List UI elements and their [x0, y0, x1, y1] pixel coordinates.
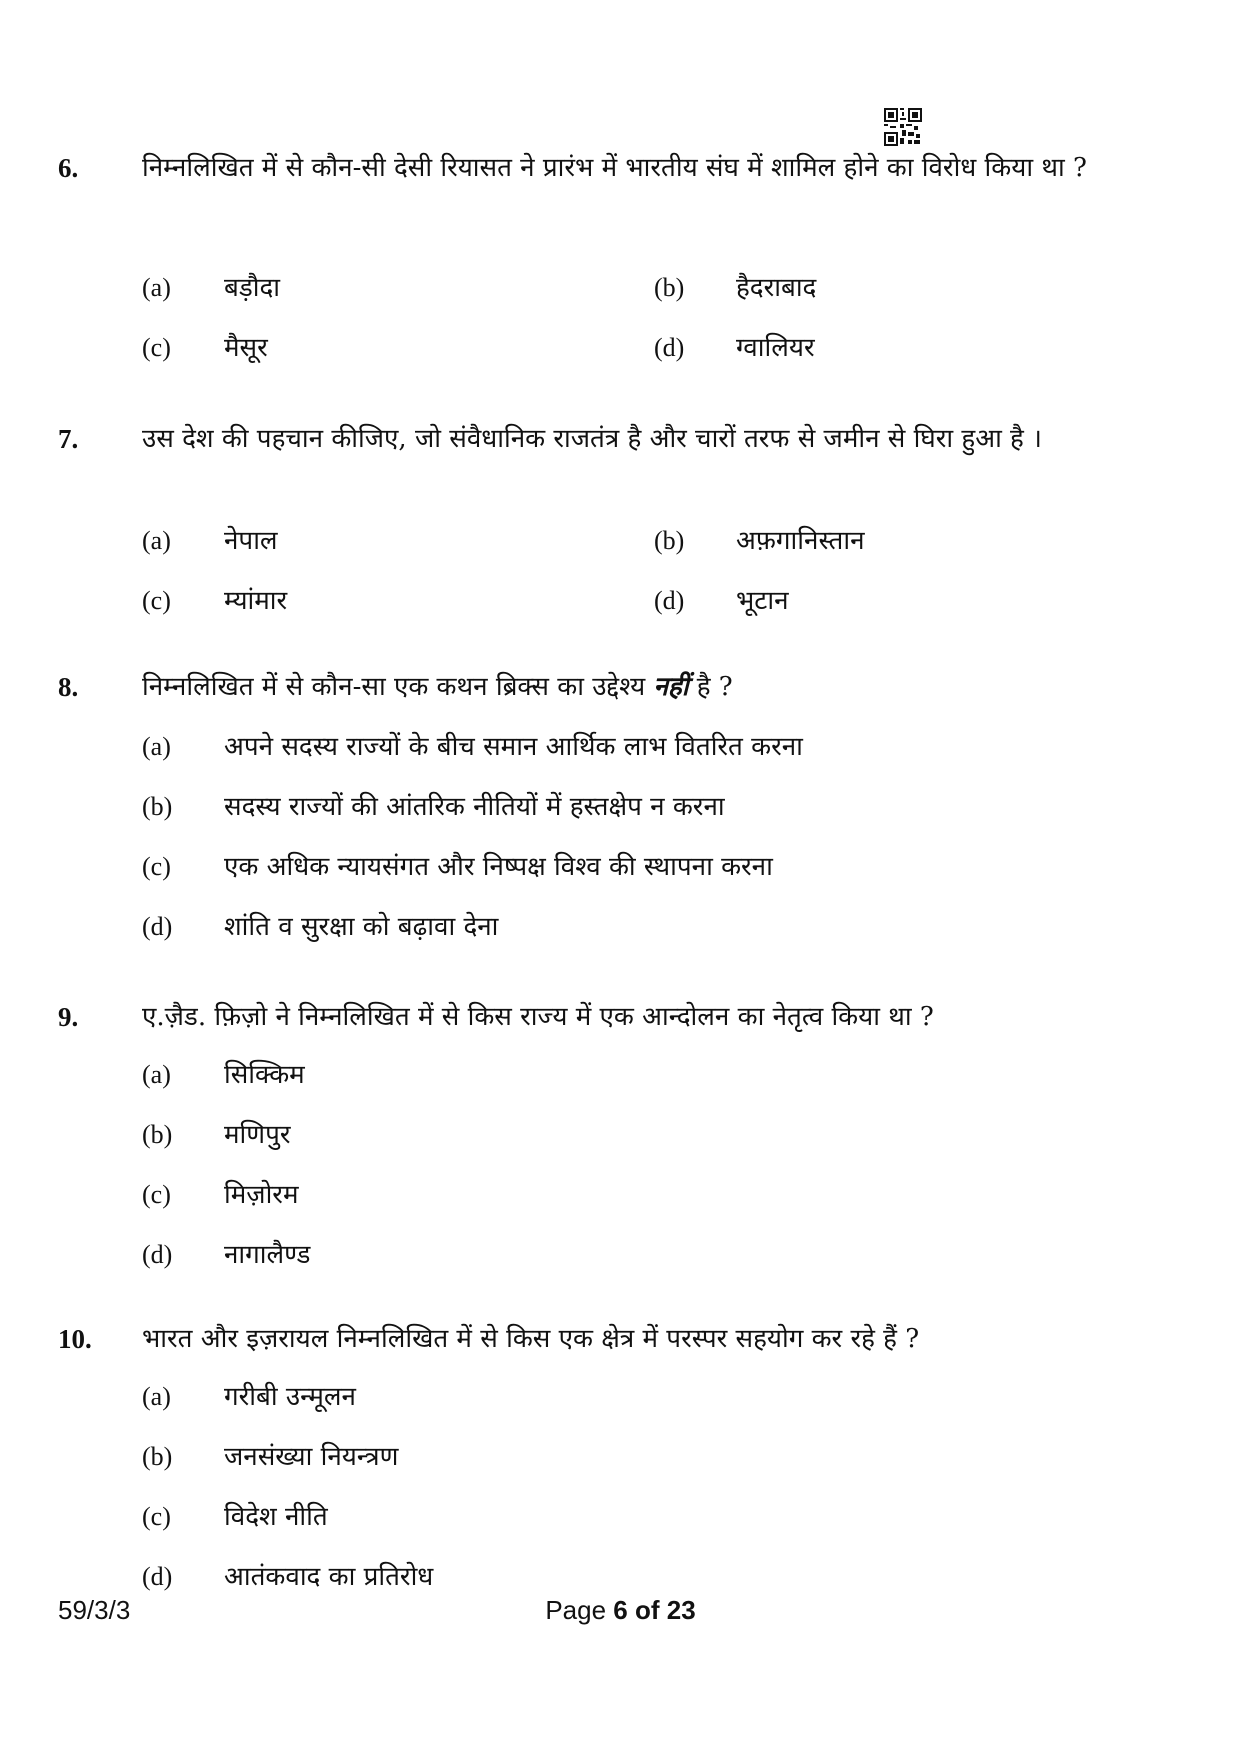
- question-text: ए.ज़ैड. फ़िज़ो ने निम्नलिखित में से किस राज्य में एक आन्दोलन का नेतृत्व किया था ?: [142, 1002, 934, 1032]
- question-text: [142, 662, 1124, 712]
- option-text: ग्वालियर: [736, 333, 815, 363]
- option-text: नागालैण्ड: [224, 1240, 311, 1270]
- option-label: (d): [142, 1562, 173, 1591]
- option-text: आतंकवाद का प्रतिरोध: [224, 1562, 434, 1592]
- question-number: 6.: [58, 153, 79, 183]
- page-number: [0, 1590, 1241, 1630]
- option-text: सिक्किम: [224, 1060, 305, 1090]
- option-label: (a): [142, 273, 171, 302]
- option-label: (c): [142, 1502, 171, 1531]
- question-text: निम्नलिखित में से कौन-सी देसी रियासत ने प्रारंभ में भारतीय संघ में शामिल होने का विरोध किया था ?: [142, 153, 1087, 183]
- option-label: (d): [142, 912, 173, 941]
- option-text: म्यांमार: [224, 586, 288, 616]
- question-text-emphasis: नहीं: [653, 672, 689, 702]
- option-text: हैदराबाद: [736, 273, 817, 303]
- option-text: विदेश नीति: [224, 1502, 328, 1532]
- option-text: एक अधिक न्यायसंगत और निष्पक्ष विश्व की स्थापना करना: [224, 852, 773, 882]
- option-label: (d): [654, 333, 685, 362]
- option-label: (c): [142, 333, 171, 362]
- option-label: (a): [142, 526, 171, 555]
- option-label: (c): [142, 586, 171, 615]
- option-label: (b): [142, 792, 173, 821]
- option-text: मैसूर: [224, 333, 268, 363]
- question-text-before: निम्नलिखित में से कौन-सा एक कथन ब्रिक्स का उद्देश्य: [142, 672, 646, 702]
- option-text: मिज़ोरम: [224, 1180, 299, 1210]
- question-number: 7.: [58, 424, 79, 454]
- option-label: (a): [142, 732, 171, 761]
- option-label: (a): [142, 1382, 171, 1411]
- option-text: गरीबी उन्मूलन: [224, 1382, 356, 1412]
- option-label: (d): [142, 1240, 173, 1269]
- question-text: भारत और इज़रायल निम्नलिखित में से किस एक क्षेत्र में परस्पर सहयोग कर रहे हैं ?: [142, 1324, 920, 1354]
- question-number: 8.: [58, 672, 79, 702]
- option-text: मणिपुर: [224, 1120, 291, 1150]
- option-text: जनसंख्या नियन्त्रण: [224, 1442, 399, 1472]
- option-text: शांति व सुरक्षा को बढ़ावा देना: [224, 912, 499, 942]
- option-label: (b): [142, 1120, 173, 1149]
- page-current: 6: [613, 1595, 628, 1625]
- option-text: अपने सदस्य राज्यों के बीच समान आर्थिक लाभ वितरित करना: [224, 732, 803, 762]
- option-label: (c): [142, 852, 171, 881]
- page-total: 23: [666, 1595, 696, 1625]
- option-label: (b): [654, 273, 685, 302]
- option-label: (a): [142, 1060, 171, 1089]
- option-label: (d): [654, 586, 685, 615]
- option-text: भूटान: [736, 586, 789, 616]
- question-text: उस देश की पहचान कीजिए, जो संवैधानिक राजतंत्र है और चारों तरफ से जमीन से घिरा हुआ है ।: [142, 424, 1042, 454]
- question-number: 9.: [58, 1002, 79, 1032]
- option-label: (b): [654, 526, 685, 555]
- option-text: अफ़गानिस्तान: [736, 526, 865, 556]
- qr-code-icon: [884, 108, 922, 146]
- question-number: 10.: [58, 1324, 92, 1354]
- option-text: नेपाल: [224, 526, 278, 556]
- option-label: (c): [142, 1180, 171, 1209]
- option-text: बड़ौदा: [224, 273, 281, 303]
- option-label: (b): [142, 1442, 173, 1471]
- option-text: सदस्य राज्यों की आंतरिक नीतियों में हस्तक्षेप न करना: [224, 792, 725, 822]
- page-of: of: [634, 1595, 660, 1625]
- paper-code: 59/3/3: [58, 1595, 131, 1625]
- page-word: Page: [545, 1595, 607, 1625]
- question-text-after: है ?: [696, 672, 733, 702]
